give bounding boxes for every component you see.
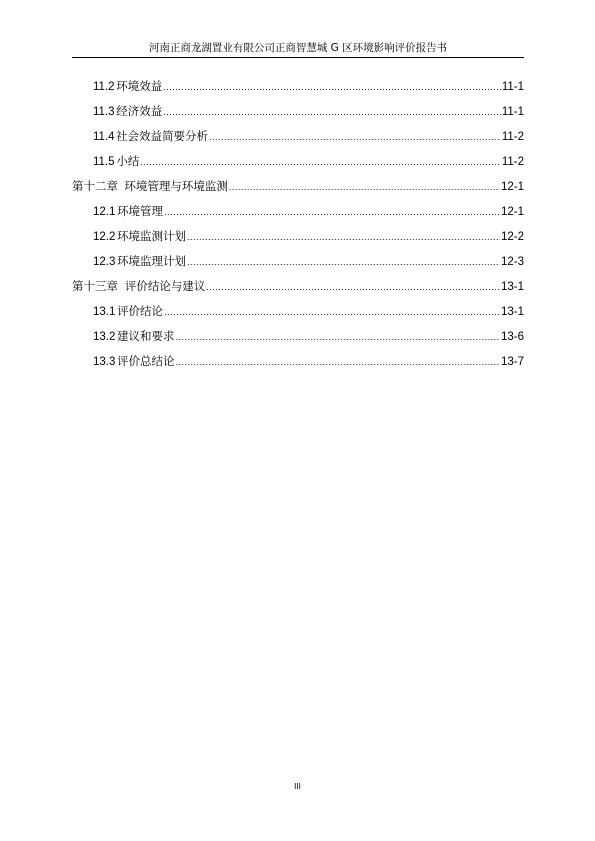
toc-entry-11-3[interactable] (72, 103, 524, 128)
toc-leader (163, 82, 501, 92)
toc-entry-page: 12-2 (500, 231, 524, 243)
toc-entry-title: 社会效益简要分析 (115, 129, 208, 143)
toc-entry-12-2[interactable] (72, 228, 524, 253)
toc-entry-title: 环境监理计划 (116, 254, 186, 268)
toc-entry-12-1[interactable] (72, 203, 524, 228)
toc-entry-page: 11-1 (501, 106, 524, 118)
toc-leader (187, 257, 500, 267)
page-header: 河南正商龙湖置业有限公司正商智慧城 G 区环境影响评价报告书 (148, 42, 448, 54)
toc-chapter-title: 评价结论与建议 (124, 279, 206, 293)
toc-entry-title: 评价总结论 (117, 354, 175, 368)
toc-entry-number: 13.2 (93, 331, 116, 343)
toc-entry-number: 12.2 (93, 231, 116, 243)
toc-entry-12-3[interactable] (72, 253, 524, 278)
toc-entry-11-4[interactable] (72, 128, 524, 153)
toc-entry-page: 11-1 (501, 81, 524, 93)
toc-leader (164, 207, 500, 217)
toc-leader (187, 232, 500, 242)
toc-leader (229, 182, 500, 192)
toc-chapter-title: 环境管理与环境监测 (124, 179, 228, 193)
toc-entry-title: 评价结论 (117, 304, 164, 318)
toc-entry-number: 12.3 (93, 256, 116, 268)
toc-entry-title: 经济效益 (116, 104, 163, 118)
toc-entry-page: 13-1 (500, 306, 524, 318)
toc-chapter-13[interactable] (72, 278, 524, 303)
toc-entry-number: 12.1 (93, 206, 116, 218)
toc-entry-13-2[interactable] (72, 328, 524, 353)
toc-leader (164, 307, 500, 317)
toc-entry-page: 11-2 (501, 131, 524, 143)
toc-entry-title: 环境效益 (116, 79, 163, 93)
toc-entry-11-2[interactable] (72, 78, 524, 103)
table-of-contents (72, 78, 524, 378)
toc-chapter-number: 第十二章 (72, 179, 118, 193)
toc-entry-page: 11-2 (501, 156, 524, 168)
toc-entry-page: 12-1 (500, 181, 524, 193)
toc-entry-title: 小结 (116, 154, 140, 168)
page-number: III (294, 782, 301, 791)
toc-leader (163, 107, 501, 117)
toc-leader (176, 357, 500, 367)
toc-entry-number: 11.2 (93, 81, 115, 93)
toc-chapter-number: 第十三章 (72, 279, 118, 293)
toc-entry-number: 11.4 (93, 131, 115, 143)
toc-entry-number: 11.3 (93, 106, 115, 118)
toc-entry-page: 13-6 (500, 331, 524, 343)
toc-entry-title: 环境监测计划 (116, 229, 186, 243)
toc-entry-number: 13.1 (93, 306, 116, 318)
toc-entry-13-1[interactable] (72, 303, 524, 328)
toc-entry-11-5[interactable] (72, 153, 524, 178)
toc-entry-number: 13.3 (93, 356, 116, 368)
toc-entry-number: 11.5 (93, 156, 115, 168)
toc-chapter-12[interactable] (72, 178, 524, 203)
toc-entry-page: 13-1 (500, 281, 524, 293)
toc-leader (176, 332, 500, 342)
toc-entry-page: 13-7 (500, 356, 524, 368)
header-rule (72, 57, 524, 58)
toc-entry-title: 环境管理 (117, 204, 164, 218)
toc-leader (140, 157, 501, 167)
toc-entry-title: 建议和要求 (117, 329, 175, 343)
toc-entry-13-3[interactable] (72, 353, 524, 378)
toc-leader (209, 132, 501, 142)
toc-leader (206, 282, 500, 292)
toc-entry-page: 12-1 (500, 206, 524, 218)
toc-entry-page: 12-3 (500, 256, 524, 268)
